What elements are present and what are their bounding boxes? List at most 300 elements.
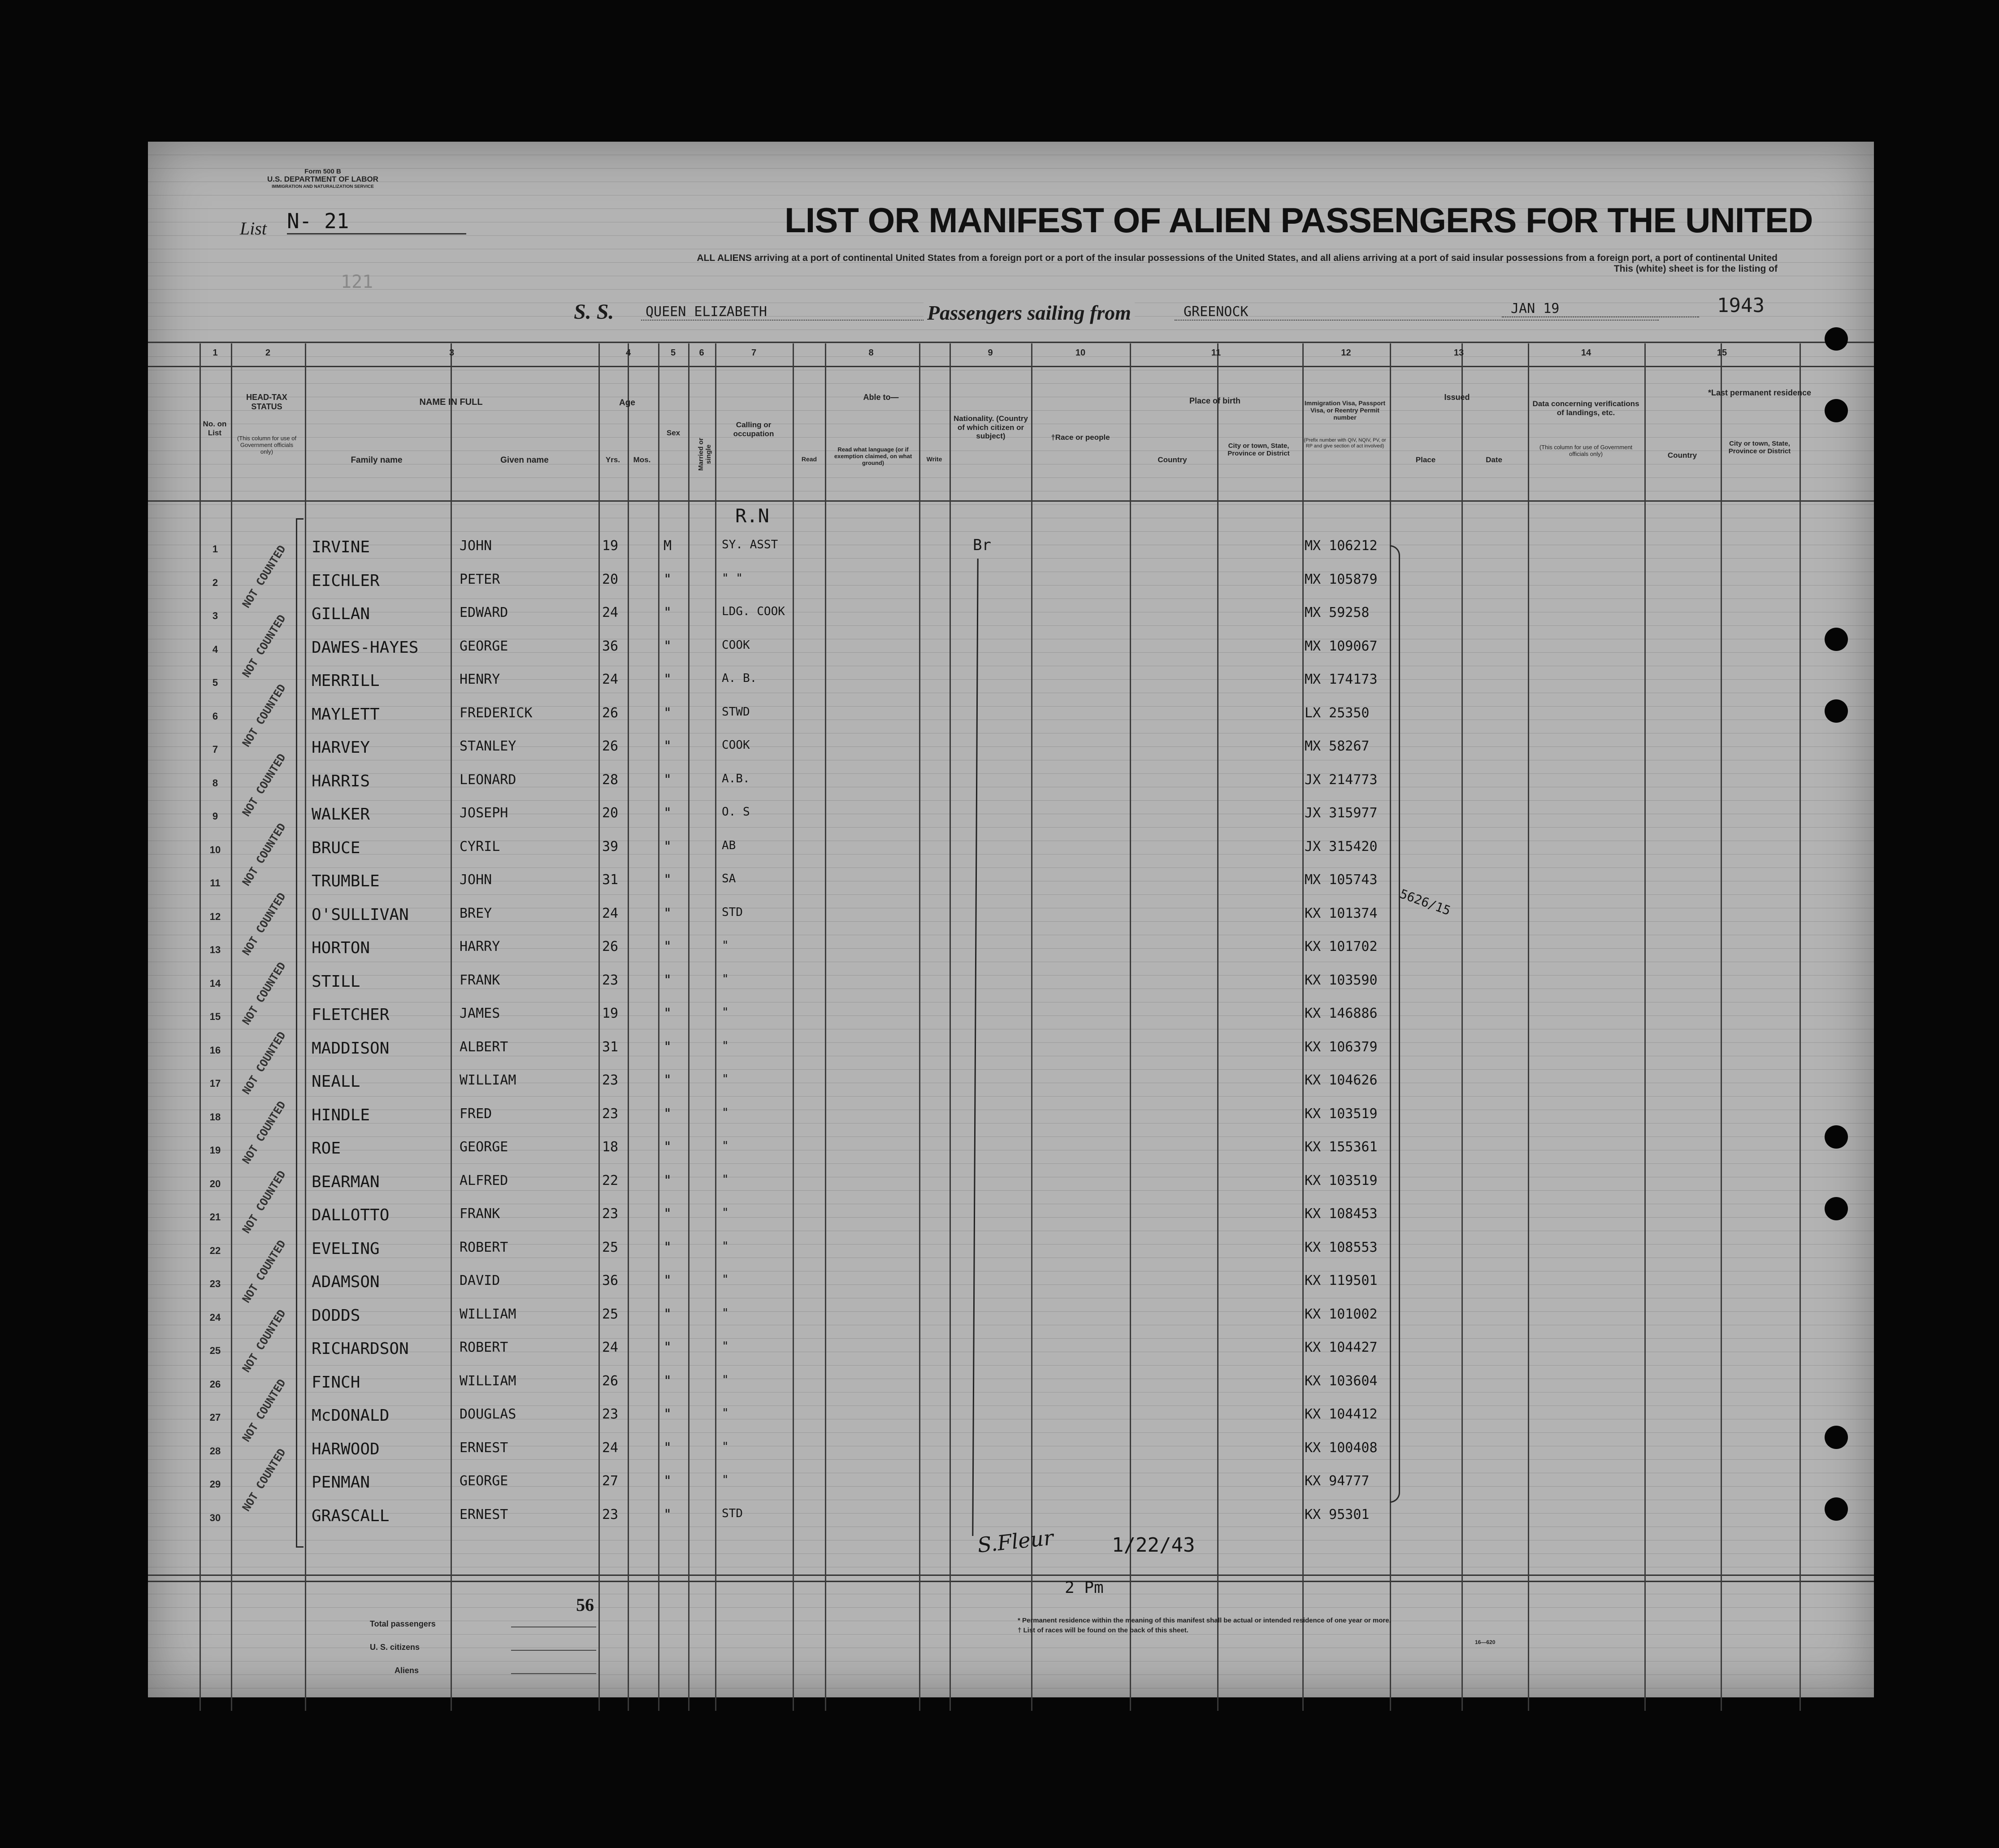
us-citizens-line [511,1650,596,1651]
age-years: 39 [602,838,619,855]
age-years: 24 [602,605,619,620]
occupation-note: R.N [735,505,769,527]
header-married: Married or single [697,438,712,471]
family-name: DALLOTTO [312,1206,390,1224]
row-number: 30 [209,1512,221,1523]
sex: " [663,1373,672,1389]
family-name: STILL [312,972,360,991]
occupation: O. S [722,805,750,819]
sex: " [663,1340,672,1355]
sex: " [663,1172,672,1189]
given-name: FREDERICK [460,705,533,721]
occupation: " [722,1006,729,1019]
header-birth-country: Country [1158,455,1187,464]
column-number: 11 [1211,348,1221,358]
visa-number: KX 95301 [1305,1506,1370,1523]
visa-number: KX 101374 [1305,905,1378,921]
header-mos: Mos. [633,455,651,464]
column-number: 2 [265,348,271,358]
visa-number: MX 59258 [1305,605,1370,620]
ditto-line [972,559,978,1536]
sex: " [663,772,672,788]
age-years: 36 [602,1273,619,1288]
column-rule [231,343,232,1711]
occupation: " [722,1139,729,1153]
row-number: 28 [209,1445,221,1457]
occupation: COOK [722,638,750,652]
header-race: †Race or people [1051,433,1110,442]
visa-number: MX 109067 [1305,638,1378,654]
given-name: FRANK [460,1206,500,1222]
family-name: ADAMSON [312,1273,380,1291]
occupation: " [722,1072,729,1086]
header-visa: Immigration Visa, Passport Visa, or Reentry Permit number [1304,399,1386,421]
header-residence-city: City or town, State, Province or District [1728,440,1791,455]
age-years: 24 [602,1440,619,1456]
family-name: MAYLETT [312,705,380,724]
age-years: 25 [602,1306,619,1322]
header-issued-date: Date [1486,455,1502,464]
occupation: " [722,1406,729,1420]
subtitle-line-1: ALL ALIENS arriving at a port of continental United States from a foreign port or a port of the insular possessions of the United States, and all aliens arriving at a port of said insular possessions from a foreign port, a port of continental United [697,253,1778,263]
header-bottom-rule [148,500,1874,502]
sex: " [663,905,672,921]
age-years: 26 [602,939,619,954]
column-number: 12 [1341,348,1351,358]
occupation: " [722,1206,729,1219]
age-years: 23 [602,1406,619,1422]
punch-hole [1825,628,1848,651]
aliens-line [511,1673,596,1674]
visa-number: KX 155361 [1305,1139,1378,1155]
row-number: 18 [209,1111,221,1123]
not-counted-stamp: NOT COUNTED [240,1307,288,1375]
given-name: GEORGE [460,1139,508,1155]
family-name: O'SULLIVAN [312,905,409,924]
department-name: U.S. DEPARTMENT OF LABOR [267,175,379,183]
given-name: PETER [460,571,500,587]
visa-number: KX 103519 [1305,1172,1378,1189]
visa-number: JX 214773 [1305,772,1378,788]
family-name: IRVINE [312,538,370,556]
family-name: HARRIS [312,772,370,790]
family-name: FLETCHER [312,1006,390,1024]
row-number: 4 [212,643,218,655]
header-read-language: Read what language (or if exemption claimed, on what ground) [834,446,912,466]
family-name: BRUCE [312,838,360,857]
column-number: 3 [449,348,455,358]
visa-number: KX 103590 [1305,972,1378,988]
not-counted-stamp: NOT COUNTED [240,612,288,680]
visa-number: KX 146886 [1305,1006,1378,1021]
column-rule [1302,343,1304,1711]
visa-number: MX 174173 [1305,672,1378,687]
age-years: 26 [602,705,619,721]
age-years: 24 [602,905,619,921]
family-name: MADDISON [312,1039,390,1058]
visa-number: KX 106379 [1305,1039,1378,1055]
column-rule [1644,343,1646,1711]
sex: " [663,1139,672,1155]
row-number: 19 [209,1145,221,1156]
row-number: 29 [209,1479,221,1490]
header-last-residence: *Last permanent residence [1708,388,1812,397]
occupation: STWD [722,705,750,719]
header-birth-city: City or town, State, Province or District [1227,442,1290,458]
header-sex: Sex [666,429,681,437]
sex: " [663,638,672,654]
occupation: COOK [722,738,750,752]
column-number: 14 [1581,348,1591,358]
punch-hole [1825,699,1848,723]
occupation: " " [722,571,743,585]
punch-hole [1825,399,1848,422]
age-years: 23 [602,1206,619,1222]
visa-number: KX 108453 [1305,1206,1378,1222]
stamp-number: 121 [341,272,373,292]
row-number: 24 [209,1311,221,1323]
given-name: WILLIAM [460,1306,516,1322]
column-number: 10 [1075,348,1086,358]
row-number: 22 [209,1245,221,1256]
given-name: DOUGLAS [460,1406,516,1422]
age-years: 19 [602,1006,619,1021]
not-counted-stamp: NOT COUNTED [240,1168,288,1236]
family-name: GILLAN [312,605,370,623]
visa-number: MX 106212 [1305,538,1378,554]
row-number: 1 [212,543,218,555]
sex: " [663,1006,672,1021]
family-name: GRASCALL [312,1506,390,1525]
sex: " [663,1072,672,1088]
given-name: CYRIL [460,838,500,855]
given-name: WILLIAM [460,1072,516,1088]
visa-number: KX 94777 [1305,1473,1370,1489]
row-number: 27 [209,1412,221,1423]
sex: " [663,939,672,954]
visa-number: KX 104626 [1305,1072,1378,1088]
header-able-to: Able to— [863,393,899,402]
occupation: SA [722,872,736,885]
not-counted-stamp: NOT COUNTED [240,682,288,749]
family-name: HARVEY [312,738,370,757]
sex: " [663,738,672,754]
age-years: 26 [602,1373,619,1389]
row-number: 9 [212,811,218,822]
given-name: ERNEST [460,1440,508,1456]
column-number-rule [148,366,1874,367]
column-number: 4 [625,348,631,358]
right-bracket [1390,545,1400,1503]
sex: " [663,1473,672,1489]
age-years: 25 [602,1239,619,1255]
occupation: LDG. COOK [722,605,785,618]
subtitle-line-2: This (white) sheet is for the listing of [1613,264,1778,274]
given-name: ALFRED [460,1172,508,1189]
header-place-of-birth: Place of birth [1189,396,1241,405]
family-name: FINCH [312,1373,360,1392]
age-years: 28 [602,772,619,788]
header-verifications-note: (This column for use of Government officials only) [1539,444,1633,457]
given-name: GEORGE [460,638,508,654]
visa-number: MX 105743 [1305,872,1378,888]
row-number: 23 [209,1278,221,1289]
row-number: 20 [209,1178,221,1189]
footnote-races: † List of races will be found on the back of this sheet. [1018,1627,1188,1634]
sex: " [663,1206,672,1222]
given-name: STANLEY [460,738,516,754]
family-name: DAWES-HAYES [312,638,419,657]
sex: " [663,1306,672,1322]
header-name-in-full: NAME IN FULL [419,397,483,407]
header-issued: Issued [1444,393,1470,402]
family-name: HORTON [312,939,370,957]
family-name: PENMAN [312,1473,370,1492]
sex: " [663,1406,672,1422]
column-number: 1 [212,348,218,358]
age-years: 23 [602,1106,619,1122]
family-name: MERRILL [312,672,380,690]
occupation: SY. ASST [722,538,778,551]
header-residence-country: Country [1667,451,1697,460]
not-counted-stamp: NOT COUNTED [240,1238,288,1305]
header-yrs: Yrs. [605,455,620,464]
given-name: LEONARD [460,772,516,788]
service-name: IMMIGRATION AND NATURALIZATION SERVICE [272,184,374,189]
given-name: EDWARD [460,605,508,620]
row-number: 3 [212,610,218,621]
departure-year: 1943 [1717,294,1765,317]
departure-port: GREENOCK [1175,304,1659,321]
column-rule [1461,343,1463,1711]
visa-number: JX 315420 [1305,838,1378,855]
age-years: 18 [602,1139,619,1155]
given-name: BREY [460,905,492,921]
given-name: WILLIAM [460,1373,516,1389]
header-verifications: Data concerning verifications of landings, etc. [1532,399,1639,417]
occupation: " [722,1172,729,1186]
occupation: " [722,1273,729,1286]
sailing-label: Passengers sailing from [924,301,1135,325]
given-name: GEORGE [460,1473,508,1489]
occupation: " [722,1106,729,1119]
sex: " [663,1273,672,1288]
row-number: 26 [209,1378,221,1390]
header-no-on-list: No. on List [203,420,227,437]
given-name: ALBERT [460,1039,508,1055]
row-number: 10 [209,844,221,855]
ship-name: QUEEN ELIZABETH [641,304,1058,321]
sex: " [663,872,672,888]
row-number: 16 [209,1044,221,1056]
page-subtitle [477,253,1778,274]
family-name: NEALL [312,1072,360,1091]
visa-number: MX 58267 [1305,738,1370,754]
not-counted-stamp: NOT COUNTED [240,890,288,958]
header-issued-place: Place [1415,455,1436,464]
column-rule [628,343,629,1711]
row-number: 13 [209,944,221,955]
form-code: 16—620 [1475,1639,1496,1645]
column-rule [1031,343,1032,1711]
visa-number: KX 104412 [1305,1406,1378,1422]
column-rule [793,343,794,1711]
form-number: Form 500 B [304,168,341,175]
sex: M [663,538,672,554]
age-years: 24 [602,672,619,687]
passenger-count: 56 [576,1595,594,1615]
table-bottom-rule-2 [148,1581,1874,1582]
column-number: 8 [868,348,874,358]
column-rule [715,343,716,1711]
occupation: " [722,1239,729,1253]
header-calling: Calling or occupation [733,421,774,438]
column-rule [305,343,306,1711]
family-name: RICHARDSON [312,1340,409,1358]
given-name: ROBERT [460,1340,508,1355]
occupation: AB [722,838,736,852]
row-number: 5 [212,677,218,688]
page-title: LIST OR MANIFEST OF ALIEN PASSENGERS FOR THE UNITED [785,200,1813,240]
occupation: " [722,1340,729,1353]
occupation: " [722,972,729,986]
occupation: STD [722,1506,743,1520]
visa-number: KX 108553 [1305,1239,1378,1255]
age-years: 31 [602,1039,619,1055]
occupation: " [722,939,729,952]
table-top-rule [148,342,1874,343]
visa-number: KX 104427 [1305,1340,1378,1355]
column-number: 9 [988,348,993,358]
family-name: WALKER [312,805,370,824]
column-number: 13 [1453,348,1464,358]
form-header [229,168,417,191]
header-head-tax-note: (This column for use of Government officials only) [237,435,297,455]
occupation: " [722,1473,729,1487]
not-counted-stamp: NOT COUNTED [240,821,288,888]
visa-number: KX 103519 [1305,1106,1378,1122]
ss-label: S. S. [574,300,614,324]
column-rule [1130,343,1131,1711]
total-passengers-label: Total passengers [370,1619,436,1628]
column-number: 15 [1717,348,1727,358]
not-counted-stamp: NOT COUNTED [240,960,288,1027]
family-name: McDONALD [312,1406,390,1425]
given-name: ERNEST [460,1506,508,1523]
row-number: 2 [212,577,218,588]
given-name: JOHN [460,872,492,888]
given-name: DAVID [460,1273,500,1288]
visa-number: KX 101702 [1305,939,1378,954]
age-years: 23 [602,972,619,988]
list-number: N- 21 [287,209,466,234]
sex: " [663,605,672,620]
aliens-label: Aliens [395,1666,419,1675]
given-name: JOSEPH [460,805,508,821]
age-years: 36 [602,638,619,654]
not-counted-stamp: NOT COUNTED [240,543,288,610]
row-number: 14 [209,977,221,989]
row-number: 11 [210,877,221,889]
age-years: 19 [602,538,619,554]
column-rule [1217,343,1218,1711]
given-name: FRANK [460,972,500,988]
family-name: DODDS [312,1306,360,1325]
manifest-sheet [148,142,1874,1697]
family-name: BEARMAN [312,1172,380,1191]
sex: " [663,705,672,721]
table-bottom-rule [148,1575,1874,1576]
sex: " [663,1106,672,1122]
family-name: HINDLE [312,1106,370,1124]
visa-number: KX 119501 [1305,1273,1378,1288]
sex: " [663,1239,672,1255]
family-name: EVELING [312,1239,380,1258]
nationality-note: Br [973,536,991,554]
occupation: " [722,1039,729,1053]
left-bracket [296,518,304,1548]
inspector-signature: S.Fleur [976,1525,1055,1557]
age-years: 24 [602,1340,619,1355]
occupation: " [722,1306,729,1320]
column-rule [950,343,951,1711]
visa-number: KX 100408 [1305,1440,1378,1456]
family-name: ROE [312,1139,341,1158]
sex: " [663,805,672,821]
column-number: 6 [699,348,704,358]
punch-hole [1825,1497,1848,1521]
header-head-tax: HEAD-TAX STATUS [246,393,287,411]
us-citizens-label: U. S. citizens [370,1643,420,1652]
not-counted-stamp: NOT COUNTED [240,1099,288,1166]
not-counted-stamp: NOT COUNTED [240,1446,288,1514]
header-family-name: Family name [351,455,403,465]
column-rule [688,343,689,1711]
age-years: 31 [602,872,619,888]
punch-hole [1825,327,1848,351]
header-visa-note: (Prefix number with QIV, NQIV, PV, or RP and give section of act involved) [1304,438,1386,449]
punch-hole [1825,1125,1848,1149]
column-rule [1721,343,1722,1711]
header-write: Write [926,455,942,463]
header-read: Read [801,455,817,463]
age-years: 27 [602,1473,619,1489]
given-name: HARRY [460,939,500,954]
column-rule [658,343,659,1711]
given-name: FRED [460,1106,492,1122]
age-years: 26 [602,738,619,754]
row-number: 8 [212,777,218,789]
given-name: JOHN [460,538,492,554]
visa-number: JX 315977 [1305,805,1378,821]
row-number: 7 [212,744,218,755]
age-years: 20 [602,571,619,587]
column-rule [598,343,600,1711]
row-number: 17 [209,1078,221,1089]
punch-hole [1825,1197,1848,1220]
sex: " [663,1440,672,1456]
family-name: EICHLER [312,571,380,590]
occupation: STD [722,905,743,919]
row-number: 21 [209,1211,221,1223]
signature-time: 2 Pm [1065,1579,1104,1597]
column-rule [451,343,452,1711]
sex: " [663,1506,672,1523]
header-given-name: Given name [500,455,549,465]
sex: " [663,571,672,587]
age-years: 20 [602,805,619,821]
row-number: 15 [209,1011,221,1022]
